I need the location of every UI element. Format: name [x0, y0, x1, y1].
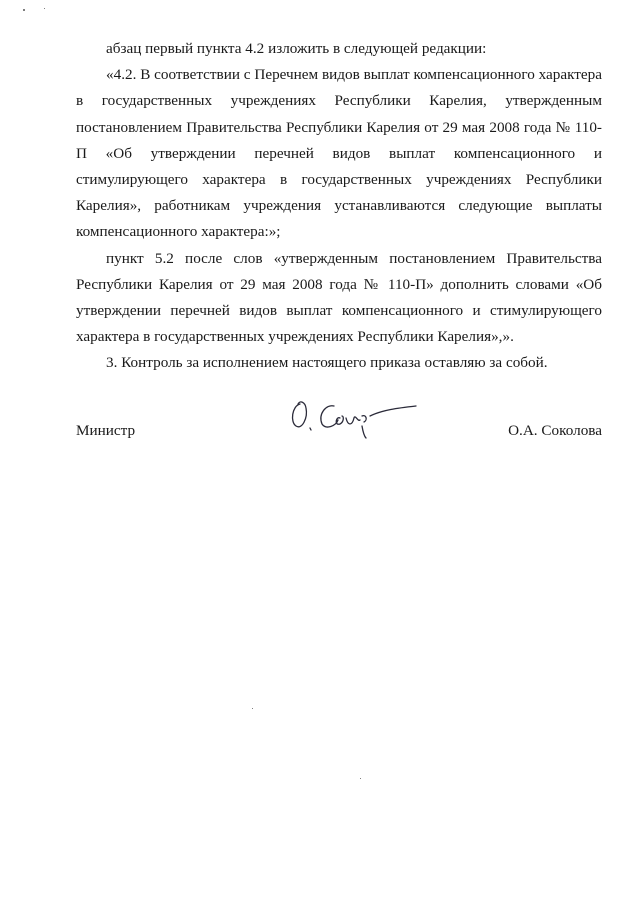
signatory-name: О.А. Соколова: [508, 422, 602, 439]
scan-speck: [44, 8, 45, 9]
paragraph-clause-5-2: пункт 5.2 после слов «утвержденным постановлением Правительства Республики Карелия от 29 мая 2008 года № 110-П» дополнить словами «Об утверждении перечней видов выплат компенсационного и стимулирующего характера в государственных учреждениях Республики Карелия»,».: [76, 249, 602, 346]
scan-speck: [252, 708, 253, 709]
signatory-title: Министр: [76, 422, 136, 439]
signature-row: [76, 418, 602, 448]
paragraph-intro: абзац первый пункта 4.2 изложить в следующей редакции:: [106, 40, 487, 57]
paragraph-control: 3. Контроль за исполнением настоящего приказа оставляю за собой.: [106, 354, 548, 372]
scan-speck: [23, 9, 25, 11]
document-body: [76, 36, 602, 377]
paragraph-clause-4-2: «4.2. В соответствии с Перечнем видов выплат компенсационного характера в государственных учреждениях Республики Карелия, утвержденным постановлением Правительства Республики Карелия от 29 мая 2008 года № 110-П «Об утверждении перечней видов выплат компенсационного и стимулирующего характера в государственных учреждениях Республики Карелия», работникам учреждения устанавливаются следующие выплаты компенсационного характера:»;: [76, 66, 602, 241]
scan-speck: [360, 778, 361, 779]
